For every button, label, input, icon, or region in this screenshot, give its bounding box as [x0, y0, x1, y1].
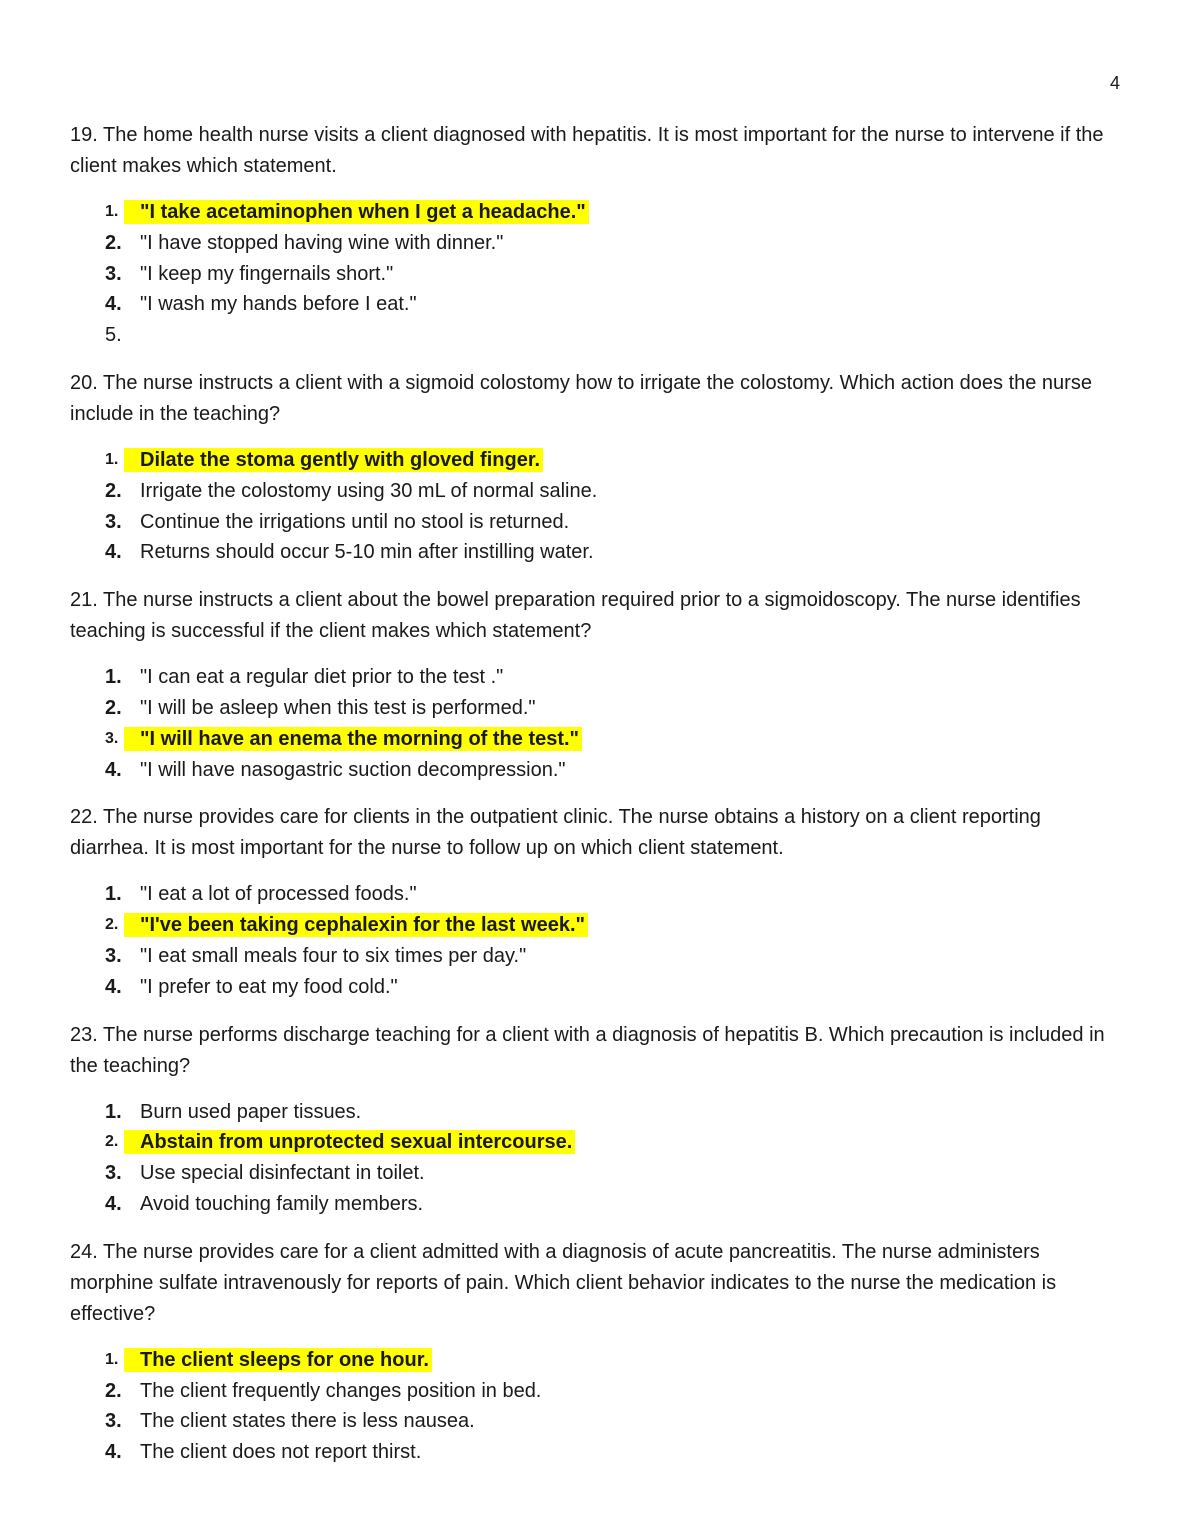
question-19: [70, 120, 1122, 351]
question-stem: 21. The nurse instructs a client about the bowel preparation required prior to a sigmoidoscopy. The nurse identifies teaching is successful if the client makes which statement?: [70, 589, 1081, 643]
answer-option: [70, 259, 1122, 290]
option-text: Irrigate the colostomy using 30 mL of normal saline.: [140, 479, 598, 502]
option-text: "I eat a lot of processed foods.": [140, 883, 417, 906]
option-text: "I have stopped having wine with dinner.": [140, 231, 504, 254]
option-number: 2.: [105, 916, 119, 934]
option-text: The client states there is less nausea.: [140, 1410, 475, 1433]
option-number: 4.: [105, 758, 122, 781]
highlighted-answer-text: "I take acetaminophen when I get a headache.": [124, 200, 589, 224]
question-21: [70, 585, 1122, 785]
option-number: 4.: [105, 541, 122, 564]
answer-option: [70, 507, 1122, 538]
option-number: 5.: [105, 324, 122, 347]
question-stem: 24. The nurse provides care for a client admitted with a diagnosis of acute pancreatitis. The nurse administers morphine sulfate intravenously for reports of pain. Which client behavior indicates to the nurse the medication is effective?: [70, 1240, 1057, 1325]
option-number: 2.: [105, 479, 122, 502]
answer-option: [70, 289, 1122, 320]
option-number: 4.: [105, 1441, 122, 1464]
answer-options: [70, 197, 1122, 351]
answer-option: [70, 1189, 1122, 1220]
highlighted-answer-text: Dilate the stoma gently with gloved finger.: [124, 448, 543, 472]
answer-options: [70, 1097, 1122, 1220]
option-number: 1.: [105, 450, 119, 468]
option-number: 3.: [105, 729, 119, 747]
option-number: 1.: [105, 1100, 122, 1123]
answer-option: [70, 1097, 1122, 1128]
question-stem: 22. The nurse provides care for clients in the outpatient clinic. The nurse obtains a history on a client reporting diarrhea. It is most important for the nurse to follow up on which client statement.: [70, 806, 1041, 860]
answer-option: [70, 662, 1122, 693]
option-number: 2.: [105, 1133, 119, 1151]
option-number: 4.: [105, 293, 122, 316]
answer-options: [70, 662, 1122, 785]
option-number: 1.: [105, 1350, 119, 1368]
answer-options: [70, 879, 1122, 1002]
answer-option: [70, 228, 1122, 259]
option-number: 2.: [105, 231, 122, 254]
option-number: 3.: [105, 510, 122, 533]
option-text: "I keep my fingernails short.": [140, 262, 394, 285]
answer-option: [70, 476, 1122, 507]
option-number: 4.: [105, 975, 122, 998]
option-number: 1.: [105, 666, 122, 689]
question-stem: 20. The nurse instructs a client with a sigmoid colostomy how to irrigate the colostomy. Which action does the nurse include in the teaching?: [70, 371, 1092, 425]
option-number: 3.: [105, 1162, 122, 1185]
answer-option: [70, 972, 1122, 1003]
option-text: Use special disinfectant in toilet.: [140, 1162, 425, 1185]
answer-option-empty: [70, 320, 1122, 351]
answer-option-correct: [70, 1127, 1122, 1158]
option-number: 3.: [105, 262, 122, 285]
option-text: "I will have nasogastric suction decompression.": [140, 758, 566, 781]
highlighted-answer-text: The client sleeps for one hour.: [124, 1348, 432, 1372]
answer-option: [70, 755, 1122, 786]
highlighted-answer-text: "I've been taking cephalexin for the last week.": [124, 913, 588, 937]
option-text: The client does not report thirst.: [140, 1441, 422, 1464]
option-text: The client frequently changes position in bed.: [140, 1379, 542, 1402]
answer-option: [70, 941, 1122, 972]
document-body: [70, 120, 1122, 1485]
question-24: [70, 1237, 1122, 1468]
highlighted-answer-text: Abstain from unprotected sexual intercourse.: [124, 1130, 575, 1154]
answer-option-correct: [70, 910, 1122, 941]
answer-option: [70, 537, 1122, 568]
answer-option-correct: [70, 1345, 1122, 1376]
question-23: [70, 1020, 1122, 1220]
option-text: "I prefer to eat my food cold.": [140, 975, 398, 998]
option-number: 3.: [105, 1410, 122, 1433]
option-text: Avoid touching family members.: [140, 1192, 424, 1215]
answer-option: [70, 693, 1122, 724]
option-number: 2.: [105, 1379, 122, 1402]
question-22: [70, 802, 1122, 1002]
option-text: Burn used paper tissues.: [140, 1100, 362, 1123]
option-number: 1.: [105, 203, 119, 220]
answer-options: [70, 1345, 1122, 1468]
answer-options: [70, 445, 1122, 568]
option-number: 2.: [105, 696, 122, 719]
answer-option-correct: [70, 724, 1122, 755]
answer-option: [70, 1406, 1122, 1437]
option-number: 3.: [105, 944, 122, 967]
answer-option: [70, 1437, 1122, 1468]
answer-option: [70, 1376, 1122, 1407]
answer-option-correct: [70, 445, 1122, 476]
option-text: "I eat small meals four to six times per day.": [140, 944, 527, 967]
question-stem: 19. The home health nurse visits a client diagnosed with hepatitis. It is most important for the nurse to intervene if the client makes which statement.: [70, 124, 1104, 177]
option-text: Continue the irrigations until no stool is returned.: [140, 510, 570, 533]
option-text: Returns should occur 5-10 min after instilling water.: [140, 541, 594, 564]
answer-option-correct: [70, 197, 1122, 228]
answer-option: [70, 1158, 1122, 1189]
question-stem: 23. The nurse performs discharge teaching for a client with a diagnosis of hepatitis B. Which precaution is included in the teaching?: [70, 1023, 1105, 1077]
question-20: [70, 368, 1122, 568]
page-number: 4: [1109, 73, 1120, 93]
option-number: 1.: [105, 883, 122, 906]
option-text: "I can eat a regular diet prior to the test .": [140, 666, 504, 689]
answer-option: [70, 879, 1122, 910]
option-number: 4.: [105, 1192, 122, 1215]
option-text: "I wash my hands before I eat.": [140, 293, 417, 316]
option-text: "I will be asleep when this test is performed.": [140, 696, 536, 719]
highlighted-answer-text: "I will have an enema the morning of the test.": [124, 727, 582, 751]
